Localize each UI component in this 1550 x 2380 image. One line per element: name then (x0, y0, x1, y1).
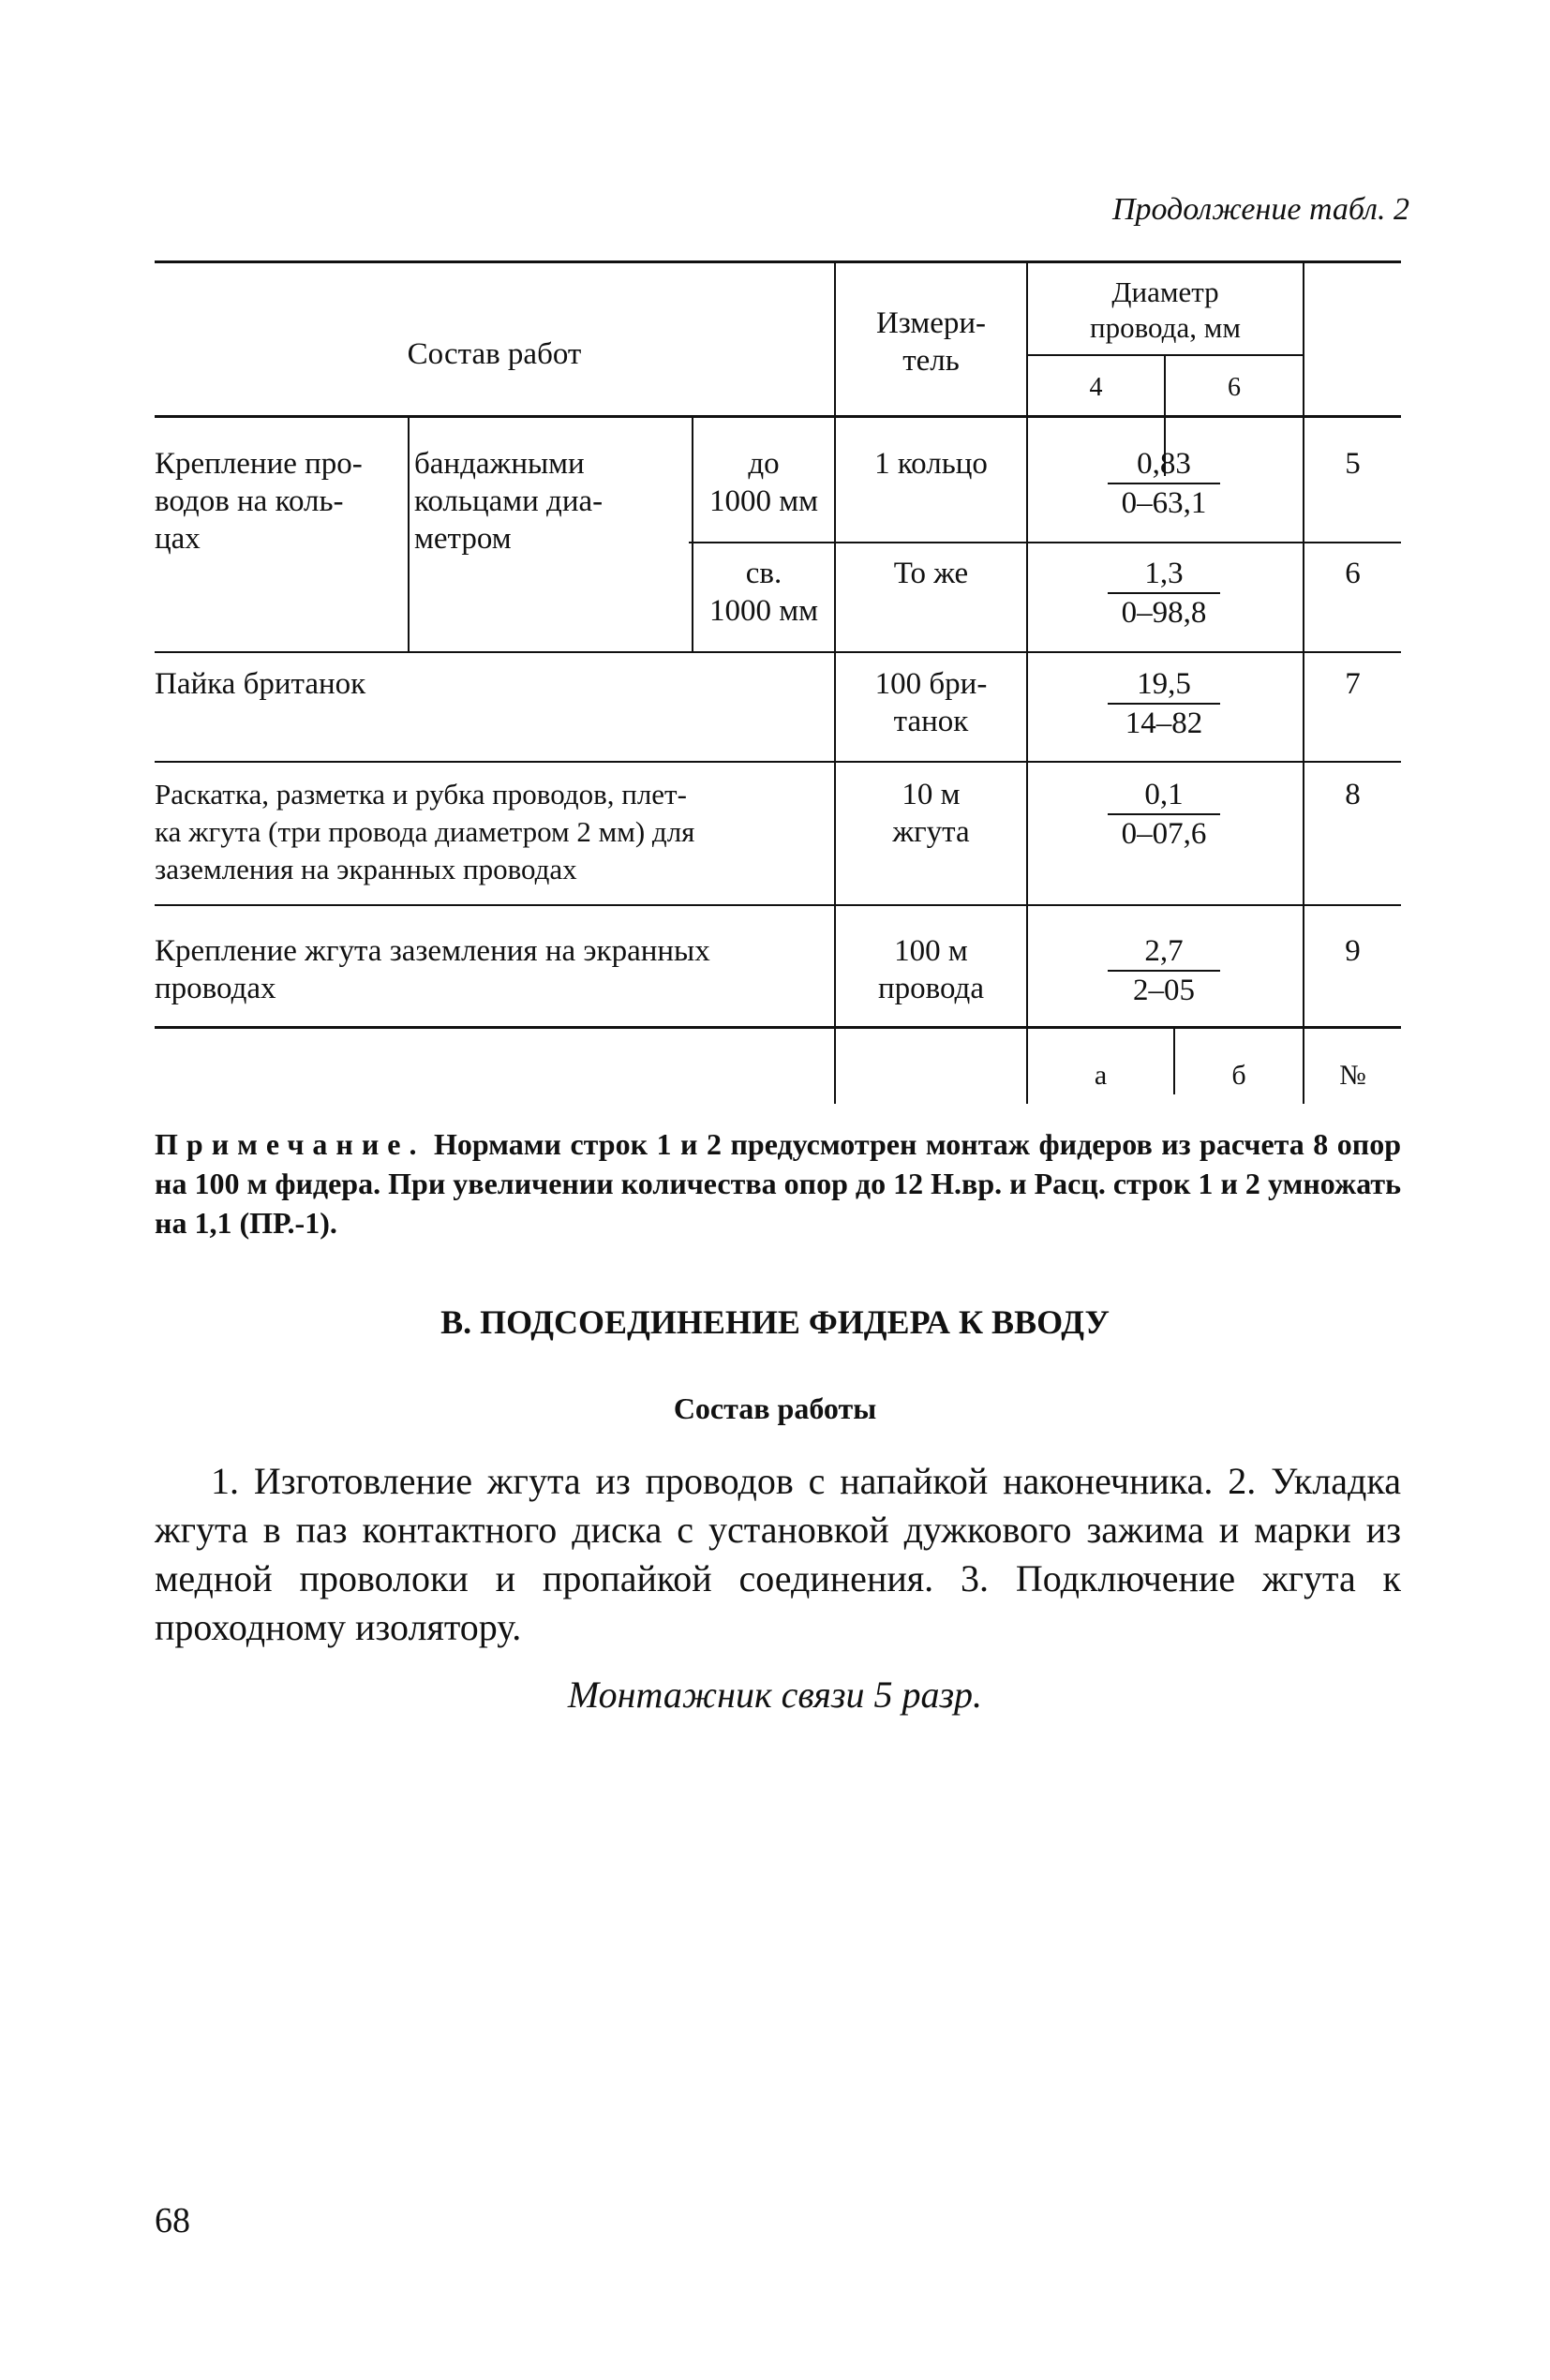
row4-bottom-rule (155, 904, 1401, 906)
row4-time-norm: 0,1 (1144, 778, 1184, 811)
row3-fraction (1066, 665, 1262, 742)
worker-grade: Монтажник связи 5 разр. (567, 1673, 983, 1716)
row2-unit: То же (893, 557, 969, 590)
header-work: Состав работ (407, 337, 582, 371)
row1-number: 5 (1345, 447, 1361, 481)
row2-number: 6 (1345, 557, 1361, 590)
row1-time-norm: 0,83 (1137, 447, 1191, 481)
table-note (155, 1124, 1401, 1242)
row1-unit: 1 кольцо (874, 447, 988, 481)
table-caption: Продолжение табл. 2 (1111, 192, 1409, 227)
note-text: Нормами строк 1 и 2 предусмотрен монтаж фидеров из расчета 8 опор на 100 м фидера. При увеличении количества опор до 12 Н.вр. и Расц. строк 1 и 2 умножать на 1,1 (ПР.-1). (155, 1127, 1401, 1240)
row2-work-range: св. 1000 мм (708, 557, 818, 628)
row1-work-range: до 1000 мм (708, 447, 818, 518)
table-top-rule (155, 260, 1401, 263)
header-diameter: Диаметр провода, мм (1090, 275, 1241, 344)
note-label: Примечание. (155, 1127, 425, 1161)
row3-bottom-rule (155, 761, 1401, 763)
header-unit: Измери- тель (875, 306, 987, 378)
row4-fraction (1066, 776, 1262, 853)
header-bottom-rule (155, 415, 1401, 418)
section-title: В. ПОДСОЕДИНЕНИЕ ФИДЕРА К ВВОДУ (440, 1303, 1110, 1341)
row1-inner-rule (689, 542, 1401, 543)
work-composition-title: Состав работы (673, 1391, 877, 1425)
row5-fraction (1066, 932, 1262, 1009)
table-bottom-rule (155, 1026, 1401, 1029)
work-composition-text: 1. Изготовление жгута из проводов с напайкой наконечника. 2. Укладка жгута в паз контактного диска с установкой дужкового зажима и марки из медной проволоки и пропайкой соединения. 3. Подключение жгута к проходному изолятору. (155, 1460, 1401, 1648)
row5-unit: 100 м провода (877, 934, 984, 1005)
row3-time-norm: 19,5 (1137, 667, 1191, 701)
row4-unit: 10 м жгута (892, 778, 970, 849)
row1-fraction (1066, 445, 1262, 522)
row3-price: 14–82 (1108, 703, 1220, 742)
row5-price: 2–05 (1108, 970, 1220, 1009)
row3-unit: 100 бри- танок (874, 667, 988, 738)
footer-col-b: б (1231, 1060, 1246, 1091)
row3-work: Пайка британок (155, 667, 366, 701)
footer-col-a: а (1094, 1060, 1108, 1091)
row5-number: 9 (1345, 934, 1361, 968)
row1-work-main: Крепление про- водов на коль- цах (155, 447, 363, 556)
row4-number: 8 (1345, 778, 1361, 811)
row5-time-norm: 2,7 (1144, 934, 1184, 968)
footer-col-no: № (1339, 1060, 1366, 1091)
page-number: 68 (155, 2201, 190, 2240)
row1-price: 0–63,1 (1108, 483, 1220, 522)
row2-price: 0–98,8 (1108, 592, 1220, 632)
row4-work: Раскатка, разметка и рубка проводов, плет- ка жгута (три провода диаметром 2 мм) для заземления на экранных проводах (155, 778, 695, 885)
row4-price: 0–07,6 (1108, 813, 1220, 853)
row2-time-norm: 1,3 (1144, 557, 1184, 590)
row2-fraction (1066, 555, 1262, 632)
row3-number: 7 (1345, 667, 1361, 701)
row12-work-divider (408, 415, 410, 651)
row2-bottom-rule (155, 651, 1401, 653)
row1-work-sub: бандажными кольцами диа- метром (414, 447, 604, 556)
row5-work: Крепление жгута заземления на экранных проводах (155, 934, 710, 1005)
header-col-4: 4 (1089, 373, 1103, 402)
header-col-6: 6 (1228, 373, 1241, 402)
